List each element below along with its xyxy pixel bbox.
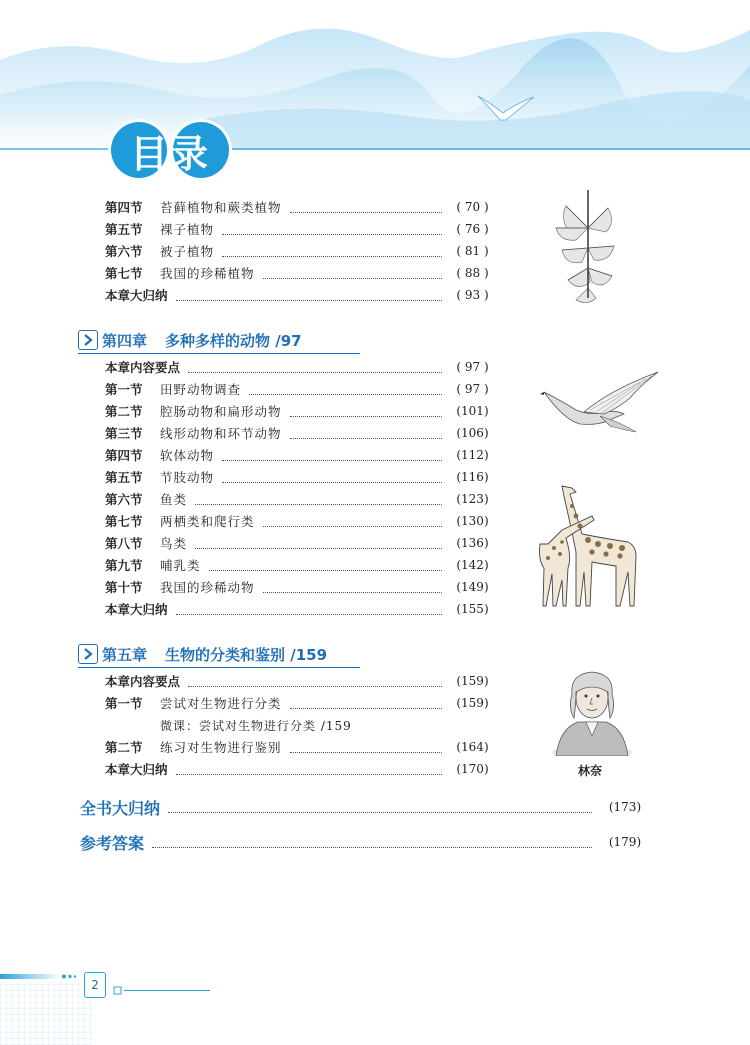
section-label: 第二节 [105,404,143,419]
section-label: 第七节 [105,514,143,529]
toc-row[interactable] [105,401,495,421]
toc-row[interactable] [105,533,495,553]
toc-row[interactable] [105,379,495,399]
section-label: 本章大归纳 [105,602,168,617]
page-ref: (179) [608,835,642,849]
page-ref: ( 88 ) [456,266,489,280]
page-ref: (116) [456,470,489,484]
linnaeus-portrait-illustration [550,664,634,756]
toc-row[interactable] [105,219,495,239]
page-ref: ( 76 ) [456,222,489,236]
page-ref: (170) [456,762,489,776]
page-ref: (159) [456,696,489,710]
toc-row[interactable] [105,423,495,443]
page-title: 目录 [129,131,210,176]
page-ref: (130) [456,514,489,528]
page-ref: (101) [456,404,489,418]
section-label: 第九节 [105,558,143,573]
toc-row[interactable] [105,467,495,487]
section-label: 第六节 [105,492,143,507]
chapter-number: 第五章 [102,645,148,664]
page-ref: (142) [456,558,489,572]
section-label: 本章大归纳 [105,762,168,777]
title-badge [105,118,235,182]
page-ref: ( 70 ) [456,200,489,214]
toc-subrow[interactable] [160,715,490,735]
section-title: 我国的珍稀动物 [160,580,255,595]
leader-dots [290,406,442,417]
toc-row[interactable] [105,241,495,261]
toc-row[interactable] [105,263,495,283]
section-label: 第六节 [105,244,143,259]
section-label: 第八节 [105,536,143,551]
section-title: 我国的珍稀植物 [160,266,255,281]
leader-dots [188,362,442,373]
page-ref: ( 93 ) [456,288,489,302]
ginkgo-leaves-illustration [548,188,628,306]
page-ref: (112) [456,448,489,462]
leader-dots [290,742,442,753]
portrait-caption: 林奈 [578,764,603,778]
toc-row[interactable] [105,693,495,713]
page-ref: (123) [456,492,489,506]
toc-row[interactable] [105,197,495,217]
page-ref: (173) [608,800,642,814]
section-label: 第三节 [105,426,143,441]
section-title: 被子植物 [160,244,215,259]
micro-lesson-link: 微课：尝试对生物进行分类 /159 [160,718,352,733]
leader-dots [176,604,442,615]
page-ref: (164) [456,740,489,754]
leader-dots [168,802,592,813]
chapter-heading[interactable] [78,328,302,352]
page-number: 2 [84,972,106,998]
leader-dots [290,698,442,709]
leader-dots [263,268,442,279]
section-title: 哺乳类 [160,558,201,573]
leader-dots [188,676,442,687]
page-ref: ( 97 ) [456,382,489,396]
page-ref: (136) [456,536,489,550]
chapter-title: 生物的分类和鉴别 /159 [165,645,328,664]
section-title: 裸子植物 [160,222,215,237]
leader-dots [152,837,592,848]
chevron-right-icon [78,330,98,350]
leader-dots [195,494,442,505]
leader-dots [249,384,442,395]
chapter-title: 多种多样的动物 /97 [165,331,302,350]
toc-row[interactable] [105,445,495,465]
chapter-number: 第四章 [102,331,148,350]
section-label: 本章大归纳 [105,288,168,303]
section-title: 两栖类和爬行类 [160,514,255,529]
toc-row[interactable] [105,737,495,757]
toc-row[interactable] [105,555,495,575]
toc-row[interactable] [105,511,495,531]
section-title: 腔肠动物和扁形动物 [160,404,282,419]
goose-illustration [540,370,662,440]
toc-row[interactable] [105,759,495,779]
section-title: 节肢动物 [160,470,215,485]
page-ref: (149) [456,580,489,594]
section-label: 第五节 [105,470,143,485]
page-ref: ( 97 ) [456,360,489,374]
giraffe-illustration [532,482,660,608]
leader-dots [195,538,442,549]
leader-dots [176,290,442,301]
section-label: 第七节 [105,266,143,281]
section-label: 第一节 [105,696,143,711]
page-ref: (155) [456,602,489,616]
toc-row[interactable] [105,671,495,691]
book-summary-entry[interactable] [80,795,650,819]
toc-row[interactable] [105,489,495,509]
leader-dots [209,560,442,571]
section-label: 第四节 [105,448,143,463]
footer-decoration [0,960,220,1045]
chevron-right-icon [78,644,98,664]
section-label: 第一节 [105,382,143,397]
toc-row[interactable] [105,599,495,619]
chapter-underline [78,353,360,354]
leader-dots [263,582,442,593]
leader-dots [222,450,442,461]
leader-dots [290,428,442,439]
section-label: 本章内容要点 [105,674,181,689]
page-ref: (106) [456,426,489,440]
leader-dots [263,516,442,527]
answers-entry[interactable] [80,830,650,854]
toc-row[interactable] [105,577,495,597]
leader-dots [290,202,442,213]
section-title: 鸟类 [160,536,188,551]
section-title: 鱼类 [160,492,188,507]
leader-dots [176,764,442,775]
section-title: 练习对生物进行鉴别 [160,740,282,755]
section-label: 第十节 [105,580,143,595]
section-title: 软体动物 [160,448,215,463]
section-label: 第四节 [105,200,143,215]
section-label: 本章内容要点 [105,360,181,375]
chapter-underline [78,667,360,668]
section-title: 苔藓植物和蕨类植物 [160,200,282,215]
leader-dots [222,224,442,235]
section-label: 第五节 [105,222,143,237]
leader-dots [222,246,442,257]
toc-row[interactable] [105,357,495,377]
page-ref: (159) [456,674,489,688]
section-title: 线形动物和环节动物 [160,426,282,441]
answers-label: 参考答案 [80,833,145,853]
section-label: 第二节 [105,740,143,755]
chapter-heading[interactable] [78,642,327,666]
book-summary-label: 全书大归纳 [80,798,161,818]
toc-row[interactable] [105,285,495,305]
leader-dots [222,472,442,483]
page-ref: ( 81 ) [456,244,489,258]
section-title: 尝试对生物进行分类 [160,696,282,711]
section-title: 田野动物调查 [160,382,242,397]
